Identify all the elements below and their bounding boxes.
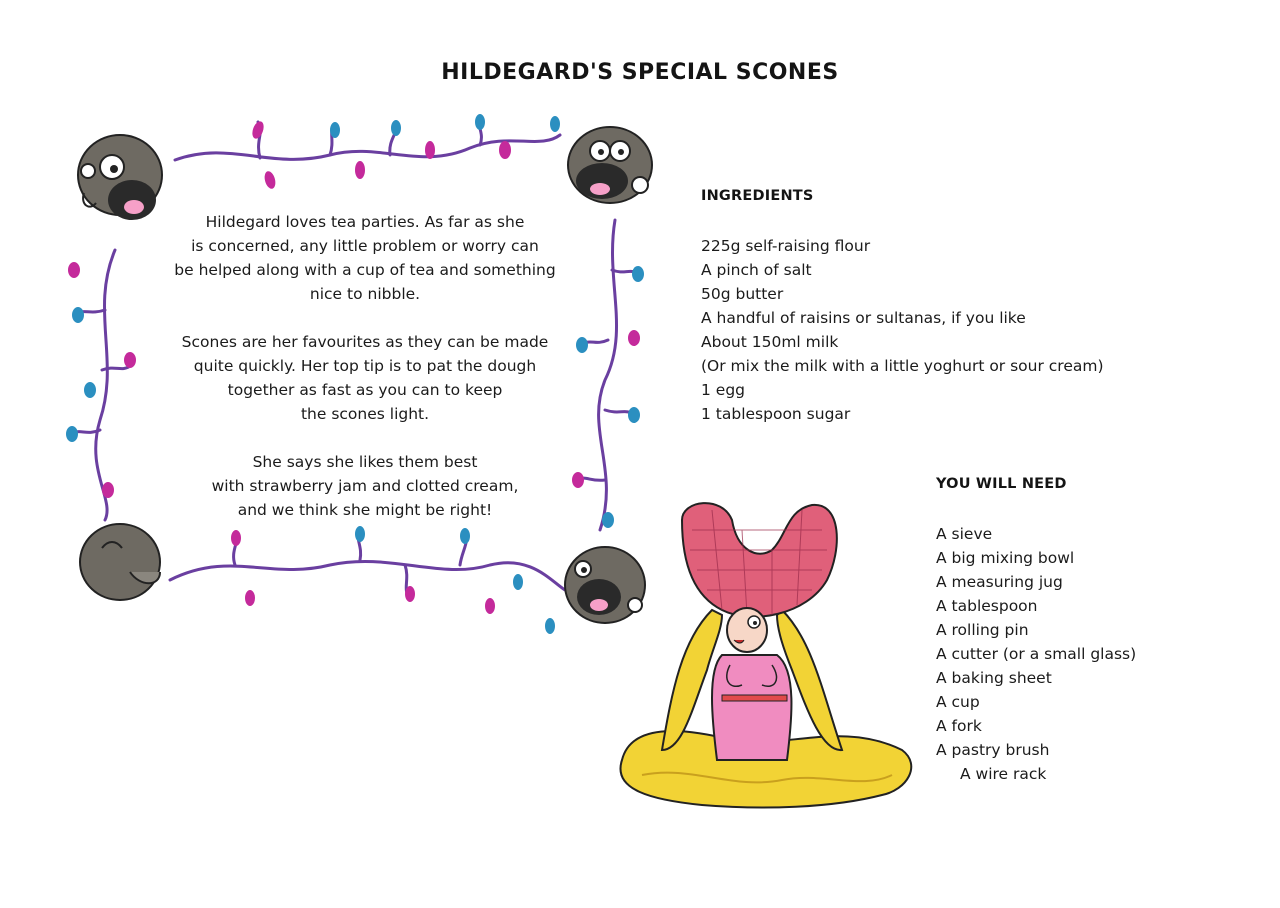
equipment-item: A baking sheet [936, 669, 1052, 687]
equipment-item: A cup [936, 693, 980, 711]
ingredient-item: (Or mix the milk with a little yoghurt or sour cream) [701, 357, 1104, 375]
intro-paragraph-2 [128, 330, 602, 426]
teacup-character-top-right [568, 127, 652, 203]
ingredient-item: A pinch of salt [701, 261, 812, 279]
hildegard-illustration [612, 490, 922, 815]
intro-line: quite quickly. Her top tip is to pat the dough [193, 357, 537, 375]
equipment-item: A big mixing bowl [936, 549, 1075, 567]
hat [682, 503, 837, 617]
equipment-item: A measuring jug [936, 573, 1063, 591]
ingredients-list [701, 234, 1104, 426]
ingredient-item: 1 tablespoon sugar [701, 405, 851, 423]
equipment-list [936, 522, 1136, 786]
equipment-item: A cutter (or a small glass) [936, 645, 1137, 663]
intro-line: together as fast as you can to keep [227, 381, 503, 399]
you-will-need-heading: YOU WILL NEED [936, 476, 1067, 492]
equipment-item: A pastry brush [936, 741, 1050, 759]
intro-line: She says she likes them best [252, 453, 478, 471]
intro-text [128, 210, 602, 546]
face [727, 608, 767, 652]
intro-line: be helped along with a cup of tea and something [174, 261, 556, 279]
ingredient-item: About 150ml milk [701, 333, 839, 351]
equipment-item: A wire rack [960, 765, 1047, 783]
bottom-vine [170, 561, 565, 590]
ingredient-item: 50g butter [701, 285, 784, 303]
equipment-item: A rolling pin [936, 621, 1029, 639]
equipment-item: A tablespoon [936, 597, 1038, 615]
intro-line: is concerned, any little problem or worry can [191, 237, 539, 255]
intro-paragraph-1 [128, 210, 602, 306]
teacup-character-top-left [78, 135, 162, 220]
ingredient-item: 1 egg [701, 381, 746, 399]
intro-line: Hildegard loves tea parties. As far as she [205, 213, 525, 231]
ingredient-item: A handful of raisins or sultanas, if you like [701, 309, 1026, 327]
intro-line: and we think she might be right! [237, 501, 493, 519]
dress [712, 655, 791, 760]
equipment-item: A sieve [936, 525, 993, 543]
intro-line: the scones light. [300, 405, 430, 423]
left-vine [96, 250, 115, 520]
intro-line: nice to nibble. [309, 285, 421, 303]
intro-paragraph-3 [128, 450, 602, 522]
intro-line: Scones are her favourites as they can be made [181, 333, 549, 351]
intro-line: with strawberry jam and clotted cream, [211, 477, 519, 495]
ingredients-heading: INGREDIENTS [701, 188, 814, 204]
page-title: HILDEGARD'S SPECIAL SCONES [441, 60, 839, 85]
equipment-item: A fork [936, 717, 982, 735]
ingredient-item: 225g self-raising flour [701, 237, 871, 255]
